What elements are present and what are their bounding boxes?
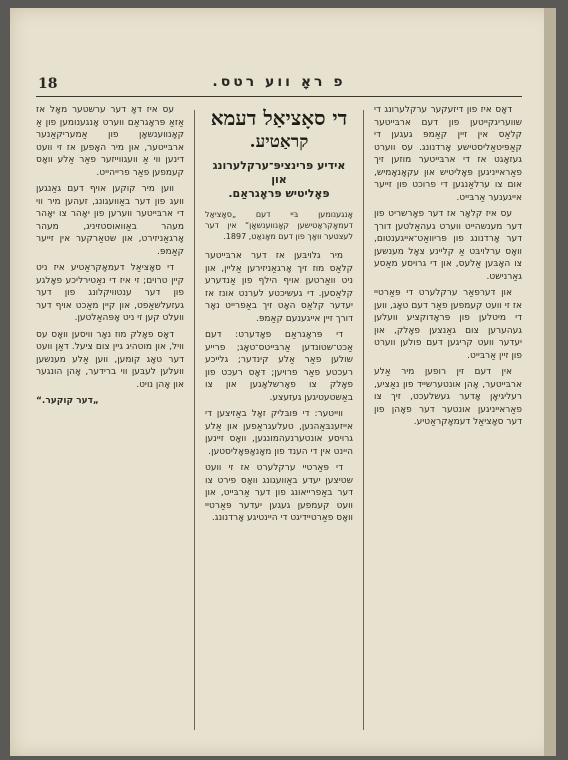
- folio-bar: [36, 74, 522, 97]
- column-left: [36, 104, 184, 736]
- column-middle: [205, 104, 353, 736]
- paragraph: די פּאַרטיי ערקלערט אז זי וועט שטיצען יעדע באַוועגונג וואָס פירט צו דער באַפרייאונג פון דער אַרבּייט, און וועט קעמפען געגען יעדער פּאַרטיי וואָס פאַרטיידיגט די היינטיגע אָרדנונג.: [205, 463, 353, 523]
- paragraph: ווען מיר קוקען אויף דעם גאַנגען וועג פון דער באַוועגונג, זעהען מיר ווי די ארבּייטער ווערען פון יאָהר צו יאָהר מעהר באַוואוסטזיניג, מעהר אָרגאַניזירט, און שטאַרקער אין זייער קאַמפּ.: [36, 184, 184, 257]
- dateline-text-cont: קאָנווענשאָן“ אין דער לעצטער וואָך פון דעם מאָנאַט, 1897.: [205, 221, 353, 241]
- paragraph: מיר גלויבּען אז דער ארבּייטער קלאַס מוז זיך אָרגאַניזירען אַליין, און ניט וואַרטען אויף הילף פון אַנדערע קלאַסען. די געשיכטע לערנט אונז אז יעדער קלאַס האָט זיך באַפרייט נאָר דורך זיין אייגענעם קאַמפּ.: [205, 251, 353, 324]
- paragraph: דאָס פאָלק מוז נאָר וויסען וואָס עס וויל, און מוטהיג גיין צום ציעל. דאַן וועט דער טאָג קומען, ווען אַלע מענשען וועלען לעבּען ווי ברידער, אָהן הונגער און אָהן נויט.: [36, 329, 184, 390]
- paragraph: עס איז דאָ דער ערשטער מאָל אז אַזאַ פּראָגראַם ווערט אָנגענומען פון אַ קאָנווענשאָן פון אַמעריקאַנער ארבּייטער, און מיר האָפען אז זי וועט דינען ווי אַ וועגווייזער פאַר אַלע וואָס קעמפען פאַר פרייהייט.: [36, 105, 184, 178]
- column-divider: [194, 110, 195, 730]
- article-headline-cont: קראַטיע.: [249, 132, 309, 152]
- binding-edge: [544, 8, 556, 756]
- text-columns: [36, 104, 522, 736]
- paragraph: ווייטער: די פּובּליק זאָל באַזיצען די אייזענבּאַהנען, טעלעגראַפען און אַלע גרויסע אונטערנעהמונגען, וואָס זיינען היינט אין די הענד פון מאָנאָפּאָליסטען.: [205, 409, 353, 457]
- paragraph: די סאָציאַל דעמאָקראַטיע איז ניט קיין טרוים; זי איז די נאַטירליכע פאָלגע פון דער ענטוויקלונג פון דער געזעלשאַפט, און קיין מאַכט אויף דער וועלט קען זי ניט אָפּהאַלטען.: [36, 263, 184, 323]
- article-subhead: אידיע פּרינציפּ־ערקלערונג און: [212, 159, 346, 186]
- paragraph: און דערפאַר ערקלערט די פּאַרטיי אז זי וועט קעמפען פאַר דעם טאָג, ווען די מיטלען פון פּראָדוקציע וועלען געהערען צום גאַנצען פאָלק, און יעדער וועט קריגען דעם פולען ווערט פון זיין אַרבּייט.: [374, 288, 522, 361]
- paragraph: דאָס איז פון דיזעקער ערקלערונג די שוועריגקייטען פון דעם ארבּייטער קלאַס אין זיין קאַמפּ געגען די קאַפּיטאַליסטישע אָרדנונג. עס ווערט געזאָגט אז די ארבּייטער מוזען זיך פאַראייניגען פּאָליטיש און עקאָנאָמיש, אום צו ערלאַנגען די פרוכט פון זייער אייגענער אַרבּייט.: [374, 105, 522, 203]
- dateline-text: אָנגענומען בּיי דעם „סאָציאַל דעמאָקראַטישען: [205, 210, 353, 230]
- article-dateline: [205, 209, 353, 242]
- running-title: פ ראָ ווע רטס.: [212, 74, 346, 90]
- column-divider: [363, 110, 364, 730]
- paragraph: עס איז קלאָר אז דער פאָרשריט פון דער מענשהייט ווערט געהאַלטען דורך דער אָרדנונג פון פּריוואַט־אייגענטום, וואָס ערלויבּט אַ קליינע צאָל מענשען צו האָבּען אַלעס, און די גרויסע מאַסע גאַרנישט.: [374, 209, 522, 282]
- paragraph: אין דעם זין רופען מיר אַלע ארבּייטער, אָהן אונטערשייד פון נאַציע, רעליגיאָן אָדער געשלעכט, זיך צו פאַראייניגען אונטער דער פאָהן פון דער סאָציאַל דעמאָקראַטיע.: [374, 367, 522, 427]
- article-subhead-cont: פּאָליטיש פּראָגראַם.: [228, 187, 330, 200]
- article-headline: די סאָציאַל דעמא: [210, 106, 348, 130]
- newspaper-page: [10, 8, 556, 756]
- column-right: [374, 104, 522, 736]
- article-signature: „דער קוקער.“: [36, 396, 99, 406]
- paragraph: די פּראָגראַם פאָדערט: דעם אַכט־שטונדען אַרבּייטס־טאָג; פרייע שולען פאַר אַלע קינדער; גלייכע רעכטע פאַר פרויען; דאָס רעכט פון פאָלק צו פאָרשלאָגען און צו באַשטעטיגען געזעצע.: [205, 330, 353, 403]
- page-number: 18: [38, 76, 58, 92]
